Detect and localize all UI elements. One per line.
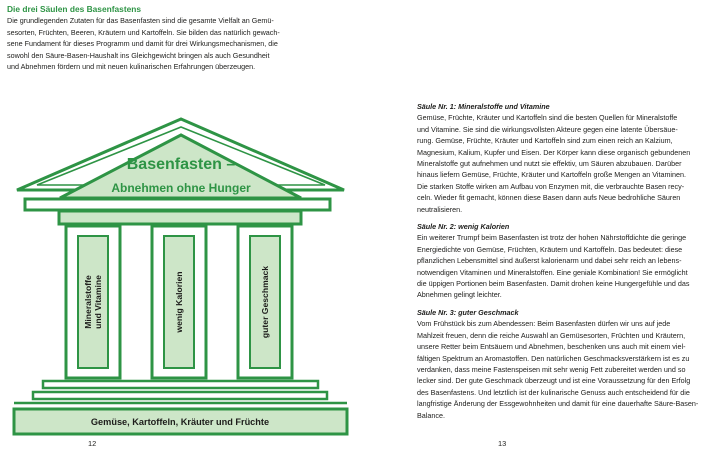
intro-line: Die grundlegenden Zutaten für das Basenfasten sind die gesamte Vielfalt an Gemü-	[7, 16, 274, 25]
body-line: die üppigen Portionen beim Basenfasten. Damit drohen keine Hungergefühle und das	[417, 279, 690, 289]
page-number-right: 13	[498, 439, 507, 448]
page-number-left: 12	[88, 439, 97, 448]
pillar-label: guter Geschmack	[260, 265, 270, 339]
section-heading: Die drei Säulen des Basenfastens	[7, 4, 142, 14]
body-line: rung. Gemüse, Früchte, Kräuter und Kartoffeln sind zum einen reich an Kalzium,	[417, 136, 673, 146]
body-line: unsere Retter beim Entsäuern und Abnehmen, beschenken uns auch mit einem viel-	[417, 342, 686, 352]
body-line: fältigen Spektrum an Aromastoffen. Den natürlichen Geschmacksverstärkern ist es zu	[417, 353, 690, 363]
section-body	[417, 232, 707, 300]
body-line: Balance.	[417, 410, 445, 420]
pillar-label: Mineralstoffe	[83, 275, 93, 329]
section-body	[417, 318, 707, 421]
body-line: celn. Wieder fit gemacht, können diese Basen dann aufs Neue bedrohliche Säuren	[417, 193, 681, 203]
body-line: pflanzlichen Lebensmittel sind äußerst kalorienarm und dabei sehr reich an lebens-	[417, 256, 682, 266]
section-body	[417, 112, 707, 215]
right-page	[360, 0, 720, 476]
base-label: Gemüse, Kartoffeln, Kräuter und Früchte	[90, 417, 270, 427]
body-line: verdanken, dass meine Fastenspeisen mit sehr wenig Fett zubereitet werden und so	[417, 365, 686, 375]
section-title: Säule Nr. 3: guter Geschmack	[417, 308, 519, 317]
body-line: neutralisieren.	[417, 204, 463, 214]
body-line: Ein weiterer Trumpf beim Basenfasten ist trotz der hohen Nährstoffdichte die geringe	[417, 233, 687, 243]
section-title: Säule Nr. 2: wenig Kalorien	[417, 222, 510, 231]
temple-capital-band	[59, 211, 301, 224]
intro-line: sowohl den Säure-Basen-Haushalt ins Gleichgewicht bringen als auch Gesundheit	[7, 50, 270, 60]
pillar-label: wenig Kalorien	[174, 271, 184, 333]
temple-step-upper	[33, 392, 327, 399]
diagram-title: Basenfasten –	[126, 156, 236, 173]
body-line: Mineralstoffe gut aufnehmen und nutzt sie effektiv, um Säuren abzubauen. Darüber	[417, 159, 682, 169]
body-line: Mahlzeit freuen, denn die reiche Auswahl an Gemüsesorten, Früchten und Kräutern,	[417, 330, 686, 340]
intro-line: sene Fundament für dieses Programm und damit für drei Wirkungsmechanismen, die	[7, 39, 278, 48]
temple-entablature	[25, 199, 330, 210]
body-line: Abnehmen gelingt leichter.	[417, 290, 502, 300]
body-line: hinaus liefern Gemüse, Früchte, Kräuter und Kartoffeln große Mengen an Vitaminen.	[417, 170, 687, 180]
body-line: und Vitamine. Sie sind die wirkungsvollsten Akteure gegen eine latente Übersäue-	[417, 124, 678, 134]
body-line: Energiedichte von Gemüse, Früchten, Kräutern und Kartoffeln. Das bedeutet: diese	[417, 244, 683, 254]
intro-line: sesorten, Früchten, Beeren, Kräutern und Kartoffeln. Sie bilden das natürlich gewach-	[7, 27, 280, 37]
section-saeule-3	[417, 307, 707, 421]
body-line: lecker sind. Der gute Geschmack überzeugt und ist eine Voraussetzung für den Erfolg	[417, 376, 691, 386]
body-line: Die starken Stoffe wirken am Aufbau von Enzymen mit, die verbrauchte Basen recy-	[417, 181, 685, 191]
section-title: Säule Nr. 1: Mineralstoffe und Vitamine	[417, 102, 550, 111]
body-line: Vom Frühstück bis zum Abendessen: Beim Basenfasten dürfen wir uns auf jede	[417, 319, 671, 329]
section-saeule-1	[417, 101, 707, 215]
temple-plinth	[43, 381, 318, 388]
section-saeule-2	[417, 221, 707, 301]
body-line: Magnesium, Kalium, Kupfer und Eisen. Der Körper kann diese organisch gebundenen	[417, 147, 691, 157]
body-line: des Basenfastens. Und letztlich ist der kulinarische Genuss auch entscheidend für die	[417, 387, 690, 397]
intro-line: und Abnehmen fördern und mit neuen kulinarischen Erfahrungen überzeugen.	[7, 62, 256, 71]
body-line: langfristige Änderung der Essgewohnheiten und damit für eine dauerhafte Säure-Basen-	[417, 399, 699, 409]
body-line: Gemüse, Früchte, Kräuter und Kartoffeln sind die besten Quellen für Mineralstoffe	[417, 113, 678, 123]
pillar-label: und Vitamine	[93, 275, 103, 329]
diagram-subtitle: Abnehmen ohne Hunger	[111, 181, 251, 195]
body-line: notwendigen Vitaminen und Mineralstoffen. Eine geniale Kombination! Sie ermöglicht	[417, 267, 688, 277]
